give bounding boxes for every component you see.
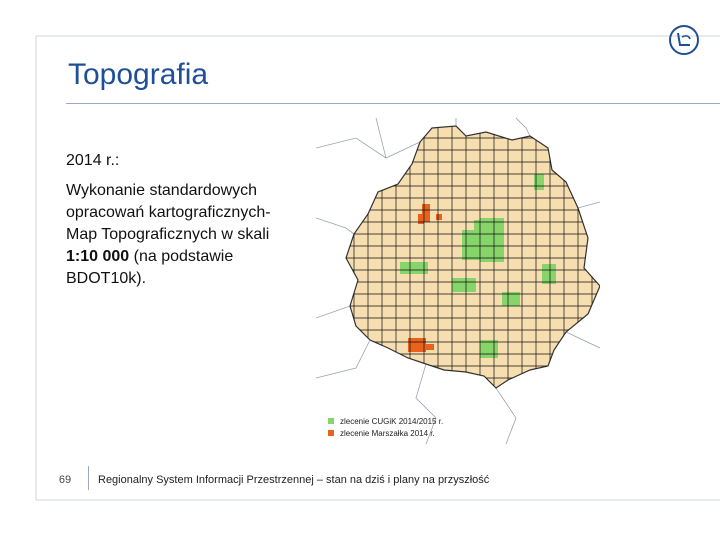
topographic-map: [316, 118, 600, 444]
body-line-3: Map Topograficznych w skali: [66, 226, 270, 243]
body-line-1: Wykonanie standardowych: [66, 182, 258, 199]
slide-body-text: [66, 150, 316, 290]
footer-text: Regionalny System Informacji Przestrzennej – stan na dziś i plany na przyszłość: [98, 474, 490, 486]
orbit-logo-icon: [668, 24, 700, 56]
body-line-5: BDOT10k).: [66, 270, 147, 287]
body-line-4: [66, 246, 316, 268]
scale-value: 1:10 000: [66, 248, 130, 265]
body-line-2: opracowań kartograficznych-: [66, 204, 271, 221]
year-line: 2014 r.:: [66, 152, 120, 169]
legend-swatch-orange: [328, 430, 334, 436]
body-line-4-rest: (na podstawie: [129, 248, 234, 265]
legend-swatch-green: [328, 418, 334, 424]
title-divider: [66, 103, 720, 104]
legend-label-orange: zlecenie Marszałka 2014 r.: [340, 429, 435, 438]
slide-title: Topografia: [68, 58, 209, 91]
footer-divider: [88, 466, 89, 490]
legend-label-green: zlecenie CUGiK 2014/2015 r.: [340, 417, 444, 426]
page-number: 69: [58, 474, 72, 486]
